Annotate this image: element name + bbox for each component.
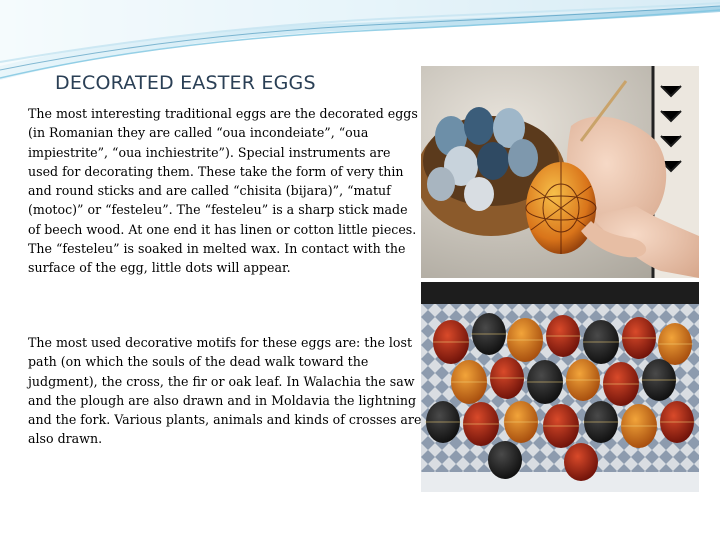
basket-of-decorated-eggs-photo [421,282,699,492]
paragraph-motifs: The most used decorative motifs for these eggs are: the lost path (on which the souls of the dead walk toward the judgment), the cross, the fir or oak leaf. In Walachia the saw and the plough are also drawn and in Moldavia the lightning and the fork. Various plants, animals and kinds of crosses are also drawn. [28,335,422,447]
hand-decorating-egg-photo [421,66,699,278]
slide-title: DECORATED EASTER EGGS [55,72,316,94]
paragraph-instruments: The most interesting traditional eggs are the decorated eggs (in Romanian they are called “oua incondeiate”, “oua impiestrite”, “oua inchiestrite”). Special instruments are used for decorating them. These take the form of very thin and round sticks and are called “chisita (bijara)”, “matuf (motoc)” or “festeleu”. The “festeleu” is a sharp stick made of beech wood. At one end it has linen or cotton little pieces. The “festeleu” is soaked in melted wax. In contact with the surface of the egg, little dots will appear. [28,106,418,276]
